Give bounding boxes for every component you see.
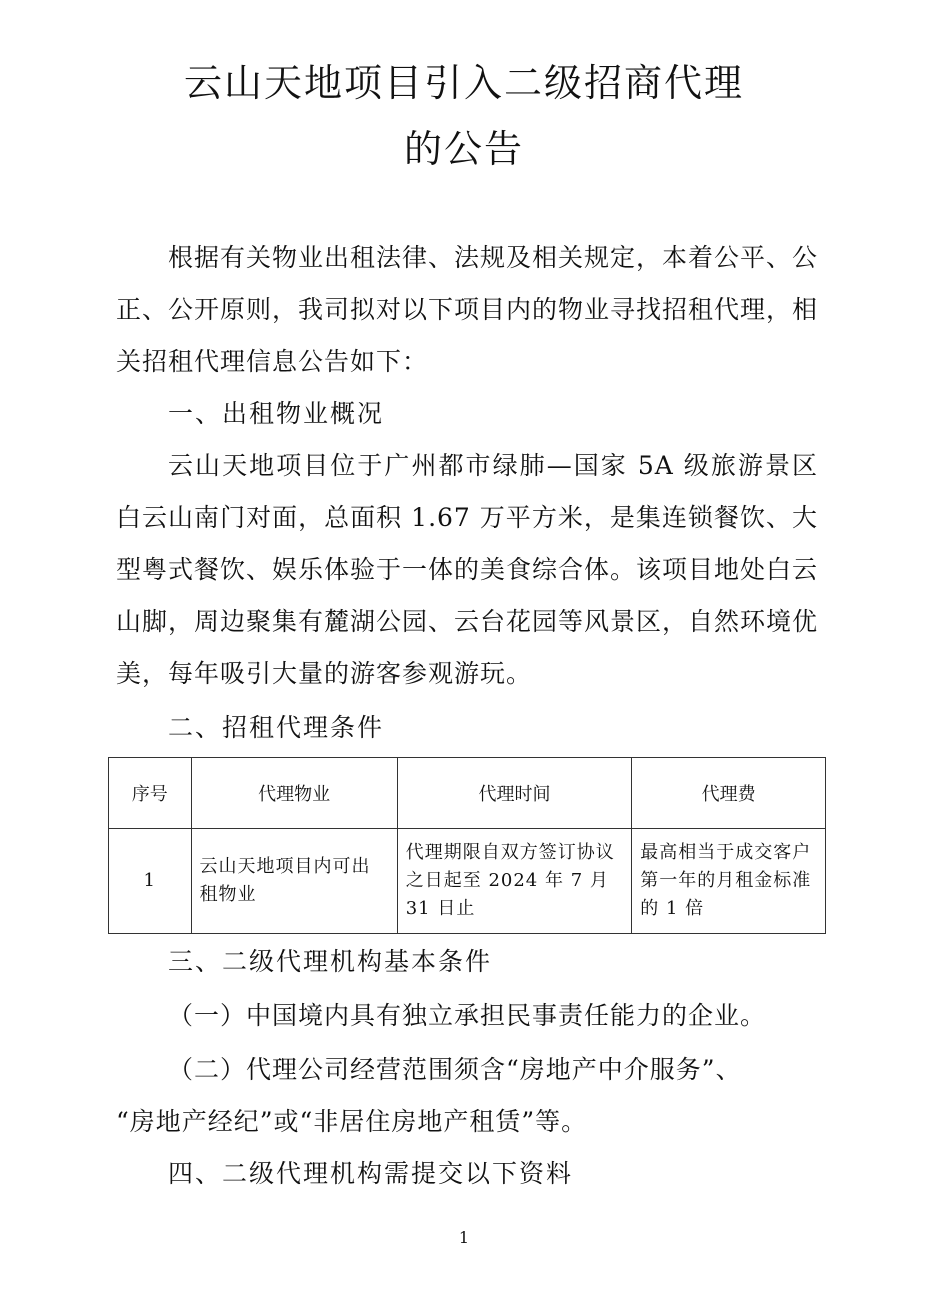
section3-item1: （一）中国境内具有独立承担民事责任能力的企业。 <box>168 1001 767 1030</box>
section3-heading: 三、二级代理机构基本条件 <box>168 947 493 976</box>
section1-paragraph: 云山天地项目位于广州都市绿肺—国家 5A 级旅游景区白云山南门对面，总面积 1.67 万平方米，是集连锁餐饮、大型粤式餐饮、娱乐体验于一体的美食综合体。该项目地处白云山脚，周边聚集有麓湖公园、云台花园等风景区，自然环境优美，每年吸引大量的游客参观游玩。 <box>116 451 819 688</box>
agency-conditions-table <box>108 757 826 934</box>
table-row <box>109 829 826 934</box>
section4-heading: 四、二级代理机构需提交以下资料 <box>168 1159 574 1188</box>
section1-heading: 一、出租物业概况 <box>168 399 385 428</box>
table-header-cell: 序号 <box>109 758 192 829</box>
intro-paragraph: 根据有关物业出租法律、法规及相关规定，本着公平、公正、公开原则，我司拟对以下项目内的物业寻找招租代理，相关招租代理信息公告如下： <box>116 243 819 376</box>
section3-item2-line2: “房地产经纪”或“非居住房地产租赁”等。 <box>116 1107 588 1136</box>
table-cell-time: 代理期限自双方签订协议之日起至 2024 年 7 月 31 日止 <box>397 829 632 934</box>
document-title-line2: 的公告 <box>403 127 524 171</box>
page-number: 1 <box>458 1228 470 1247</box>
section3-item2-line1: （二）代理公司经营范围须含“房地产中介服务”、 <box>168 1055 742 1084</box>
table-header-cell: 代理时间 <box>397 758 632 829</box>
table-cell-fee: 最高相当于成交客户第一年的月租金标准的 1 倍 <box>632 829 826 934</box>
document-title-line1: 云山天地项目引入二级招商代理 <box>183 61 744 105</box>
section2-heading: 二、招租代理条件 <box>168 713 385 742</box>
table-header-row <box>109 758 826 829</box>
table-cell-no: 1 <box>109 829 192 934</box>
table-cell-property: 云山天地项目内可出租物业 <box>191 829 397 934</box>
table-header-cell: 代理费 <box>632 758 826 829</box>
table-header-cell: 代理物业 <box>191 758 397 829</box>
